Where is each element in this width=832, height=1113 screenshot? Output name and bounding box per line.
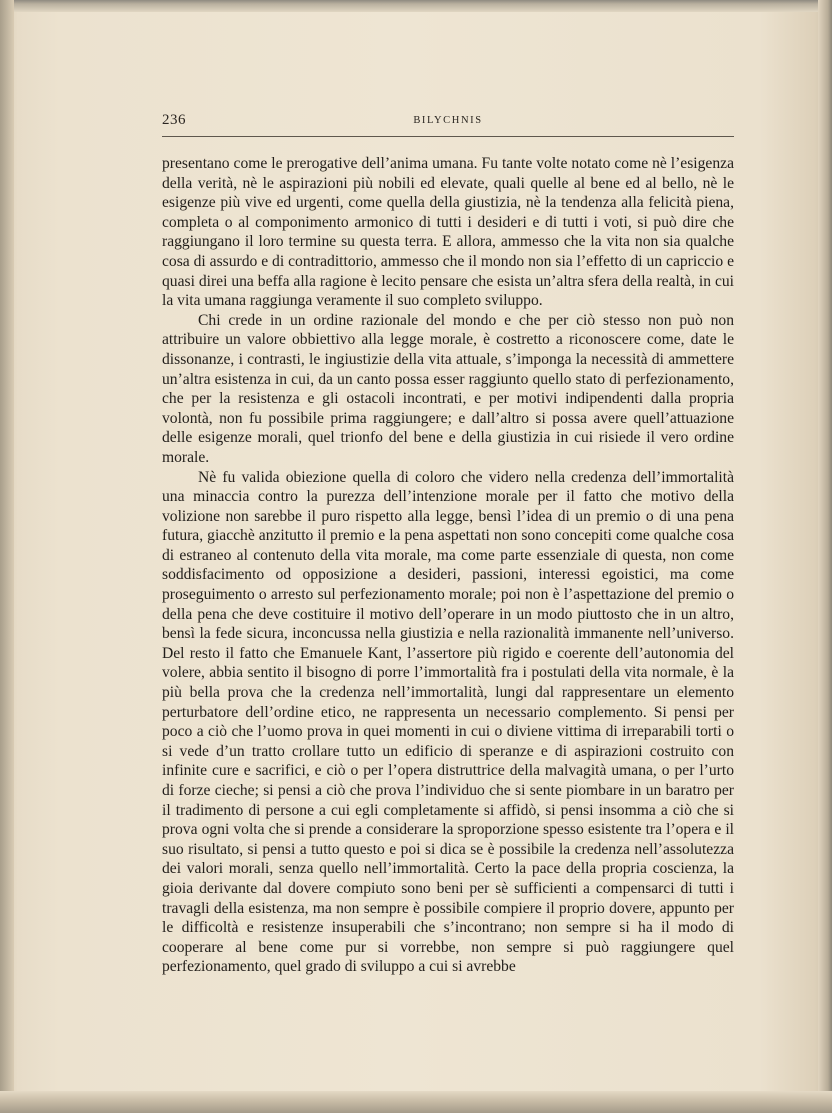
page-left-edge <box>0 0 14 1113</box>
running-header <box>162 112 734 134</box>
page-top-edge <box>0 0 832 12</box>
page-bottom-edge <box>0 1091 832 1113</box>
paragraph-2: Chi crede in un ordine razionale del mondo e che per ciò stesso non può non attribuire un valore obbiettivo alla legge morale, è costretto a riconoscere come, date le dissonanze, i contrasti, le ingiustizie della vita attuale, s’imponga la necessità di ammettere un’altra esistenza in cui, da un canto possa esser raggiunto quello stato di perfezionamento, che per la resistenza e gli ostacoli incontrati, e per motivi indipendenti dalla propria volontà, non fu possibile prima raggiungere; e dall’altro si possa avere quell’attuazione delle esigenze morali, quel trionfo del bene e della giustizia in cui risiede il vero ordine morale. <box>162 311 734 466</box>
header-rule <box>162 136 734 137</box>
page-right-edge <box>818 0 832 1113</box>
paragraph-1: presentano come le prerogative dell’anima umana. Fu tante volte notato come nè l’esigenza della verità, nè le aspirazioni più nobili ed elevate, quali quelle al bene ed al bello, nè le esigenze più vive ed urgenti, come quella della giustizia, nè la tendenza alla felicità piena, completa o al componimento armonico di tutti i desideri e di tutti i voti, si può dire che raggiungano il loro termine su questa terra. E allora, ammesso che la vita non sia qualche cosa di assurdo e di contradittorio, ammesso che il mondo non sia l’effetto di un capriccio e quasi direi una beffa alla ragione è lecito pensare che esista un’altra sfera della realtà, in cui la vita umana raggiunga veramente il suo completo sviluppo. <box>162 155 734 310</box>
page-number: 236 <box>162 112 186 128</box>
body-text <box>162 154 734 977</box>
paragraph-3: Nè fu valida obiezione quella di coloro che videro nella credenza dell’immortalità una minaccia contro la purezza dell’intenzione morale per il fatto che motivo della volizione non sarebbe il puro rispetto alla legge, bensì l’idea di un premio o di una pena futura, giacchè anzitutto il premio e la pena aspettati non sono concepiti come qualche cosa di estraneo al contenuto della vita morale, ma come parte essenziale di questa, non come soddisfacimento od opposizione a desideri, passioni, interessi egoistici, ma come proseguimento o arresto sul perfezionamento morale; poi non è l’aspettazione del premio o della pena che deve costituire il motivo dell’operare in un modo piuttosto che in un altro, bensì la fede sicura, inconcussa nella giustizia e nella razionalità immanente nell’universo. Del resto il fatto che Emanuele Kant, l’assertore più rigido e coerente dell’autonomia del volere, abbia sentito il bisogno di porre l’immortalità fra i postulati della vita normale, è la più bella prova che la credenza nell’immortalità, lungi dal rappresentare un elemento perturbatore dell’ordine etico, ne rappresenta un necessario complemento. Si pensi per poco a ciò che l’uomo prova in quei momenti in cui o diviene vittima di irreparabili torti o si vede d’un tratto crollare tutto un edificio di speranze e di aspirazioni costruito con infinite cure e sacrifici, e ciò o per l’opera distruttrice della malvagità umana, o per l’urto di forze cieche; si pensi a ciò che prova l’individuo che si sente piombare in un baratro per il tradimento di persone a cui egli completamente si affidò, si pensi insomma a ciò che si prova ogni volta che si prende a considerare la sproporzione spesso esistente tra l’opera e il suo risultato, si pensi a tutto questo e poi si dica se è possibile la credenza nell’assolutezza dei valori morali, senza quello nell’immortalità. Certo la pace della propria coscienza, la gioia derivante dal dovere compiuto sono beni per sè sufficienti a compensarci di tutti i travagli della esistenza, ma non sempre è possibile compiere il proprio dovere, appunto per le difficoltà e resistenze insuperabili che s’incontrano; non sempre si ha il modo di cooperare al bene come pur si vorrebbe, non sempre si può raggiungere quel perfezionamento, quel grado di sviluppo a cui si avrebbe <box>162 468 734 976</box>
running-title: BILYCHNIS <box>413 115 483 126</box>
